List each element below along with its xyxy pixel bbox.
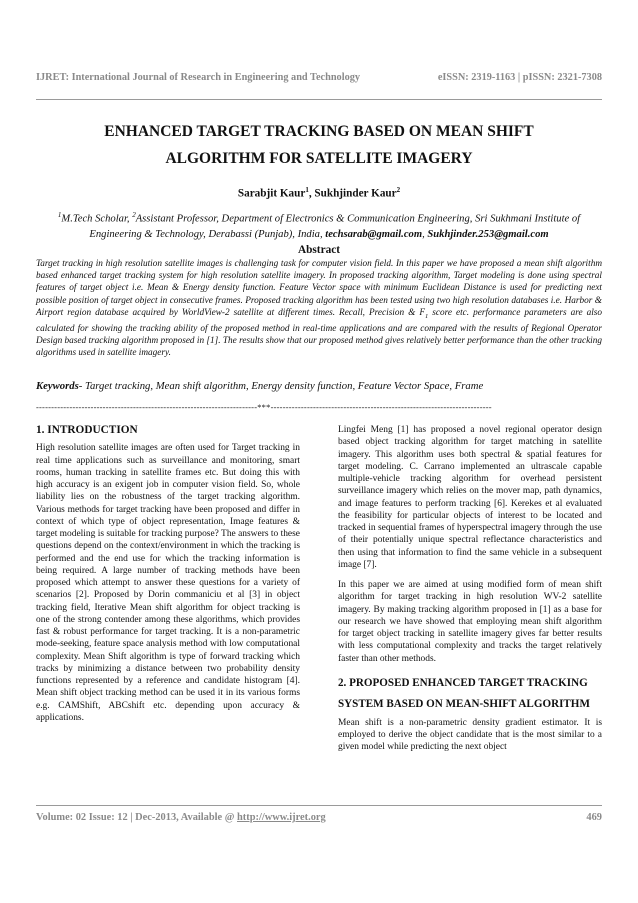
footer-volume: Volume: 02 Issue: 12 | Dec-2013, Available @	[36, 812, 237, 823]
abstract-text	[36, 258, 602, 359]
abstract-part-2: score etc. performance parameters are also calculated for showing the tracking ability of the proposed method in real-time applications and are compared with the results of Regional Operator Design based tracking algorithm proposed in [1]. The results show that our proposed method gives relatively better performance than the other tracking algorithms used in satellite imagery.	[36, 307, 602, 359]
footer	[36, 812, 602, 823]
affiliation	[36, 208, 602, 242]
keywords	[36, 380, 602, 392]
right-paragraph-2: In this paper we are aimed at using modified form of mean shift algorithm for target tracking in high resolution WV-2 satellite imagery. By making tracking algorithm proposed in [1] as a base for our research we have showed that employing mean shift algorithm for target object tracking in satellite imagery gives far better results with less computational complexity and tracks the target relatively faster than other methods.	[338, 580, 602, 664]
author-2: Sukhjinder Kaur	[314, 187, 397, 200]
running-header	[36, 72, 602, 83]
authors	[36, 186, 602, 200]
author-1: Sarabjit Kaur	[237, 187, 306, 200]
keywords-label: Keywords	[36, 380, 79, 392]
right-paragraph-1: Lingfei Meng [1] has proposed a novel regional operator design based object tracking algorithm for target matching in satellite imagery. This algorithm uses both spectral & spatial features for target modeling. C. Carrano implemented an ultrascale capable multiple-vehicle tracking algorithm for overhead persistent surveillance imagery which relies on the mover map, path dynamics, and image features to perform tracking [6]. Kerekes et al evaluated the feasibility for particular objects of interest to be located and tracked in sequential frames of hyperspectral imagery through the use of their potentially unique spectral reflectance characteristics and then using that information to find the same vehicle in a subsequent image [7].	[338, 425, 602, 570]
affil-sup-1: 1	[57, 211, 62, 219]
footer-rule	[36, 805, 602, 806]
affil-role-1: M.Tech Scholar,	[61, 213, 133, 225]
journal-link[interactable]: http://www.ijret.org	[237, 812, 326, 823]
paper-title	[36, 118, 602, 172]
abstract-part-1: Target tracking in high resolution satellite images is challenging task for computer vision field. In this paper we have proposed a mean shift algorithm based enhanced target tracking system for high resolution satellite imagery. In proposed tracking algorithm, Target modeling is done using spectral features of target object i.e. Mean & Energy density function. Feature Vector space with minimum Euclidean Distance is used for predicting next possible position of target object in consecutive frames. Proposed tracking algorithm has been tested using two high resolution databases i.e. Harbor & Airport region database acquired by WorldView-2 satellite at different times. Recall, Precision & F	[36, 259, 602, 318]
affil-sup-2: 2	[132, 211, 136, 219]
header-rule	[36, 99, 602, 100]
page-number: 469	[586, 812, 602, 823]
left-column	[36, 424, 300, 732]
keywords-text: - Target tracking, Mean shift algorithm, Energy density function, Feature Vector Space, Frame	[78, 380, 484, 392]
right-column	[338, 424, 602, 762]
email-2: Sukhjinder.253@gmail.com	[427, 228, 549, 240]
email-separator: ,	[422, 228, 428, 240]
title-line-1: ENHANCED TARGET TRACKING BASED ON MEAN SHIFT	[104, 123, 534, 140]
title-line-2: ALGORITHM FOR SATELLITE IMAGERY	[165, 150, 473, 167]
introduction-heading: 1. INTRODUCTION	[36, 424, 138, 436]
introduction-paragraph: High resolution satellite images are often used for Target tracking in real time applications such as surveillance and monitoring, smart rooms, human tracking in satellite frames etc. But doing this with high accuracy is an exigent job in computer vision field. So, whole liability lies on the robustness of the target tracking algorithm. Various methods for target tracking have been proposed and differ in context of which type of object representation, Image features & target modeling is suitable for tracking purpose? The answers to these questions depend on the context/environment in which the tracking is performed and the end use for which the tracking information is being required. A large number of tracking methods have been proposed which attempt to answer these questions for a variety of scenarios [2]. Proposed by Dorin commaniciu et al [3] in object tracking field, Iterative Mean shift algorithm for object tracking is one of the strong contender among these algorithms, which provides fast & robust performance for target tracking. It is a non-parametric mode-seeking, feature space analysis method with low computational complexity. Mean Shift algorithm is type of forward tracking which tracks by minimizing a distance between two probability density functions represented by a reference and candidate histogram [4]. Mean shift object tracking method can be used it in its various forms e.g. CAMShift, ABCshift etc. depending upon accuracy & applications.	[36, 443, 300, 723]
author-separator: ,	[308, 187, 315, 200]
affil-text: Assistant Professor, Department of Electronics & Communication Engineering, Sri Sukhmani Institute of Engineering & Technology, Derabassi (Punjab), India,	[89, 213, 581, 240]
journal-name: IJRET: International Journal of Research in Engineering and Technology	[36, 72, 361, 83]
email-1: techsarab@gmail.com	[325, 228, 423, 240]
abstract-heading: Abstract	[297, 244, 341, 256]
author-2-sup: 2	[396, 186, 401, 194]
right-paragraph-3: Mean shift is a non-parametric density gradient estimator. It is employed to derive the object candidate that is the most similar to a given model while predicting the next object	[338, 717, 602, 753]
section-2-heading: 2. PROPOSED ENHANCED TARGET TRACKING SYSTEM BASED ON MEAN-SHIFT ALGORITHM	[338, 676, 590, 710]
issn: eISSN: 2319-1163 | pISSN: 2321-7308	[437, 72, 602, 83]
footer-text-wrapper	[36, 812, 326, 823]
author-1-sup: 1	[305, 186, 309, 194]
section-separator: -------------------------------------------------------------------------***-------------------------------------------------------------------------	[36, 402, 492, 412]
abstract-subscript: 1	[425, 312, 429, 320]
